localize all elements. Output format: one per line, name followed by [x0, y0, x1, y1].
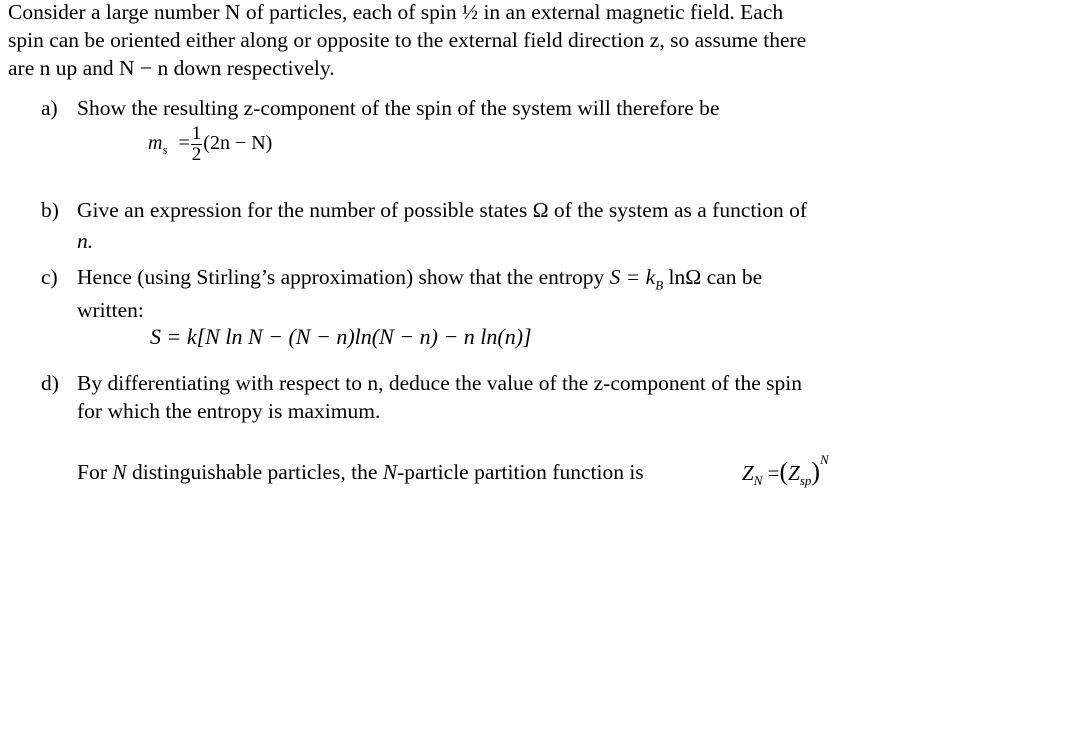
footer-text-pre: For — [77, 460, 113, 484]
eq-Z-equals: = — [762, 461, 780, 485]
eq-Z-inner-sub: sp — [799, 473, 812, 489]
footer-text-post: -particle partition function is — [397, 460, 644, 484]
part-c-text-pre: Hence (using Stirling’s approximation) show that the entropy — [77, 265, 610, 289]
part-c-entropy-sub: B — [655, 277, 664, 293]
footer-N-1: N — [112, 460, 127, 484]
intro-line-3: are n up and N − n down respectively. — [8, 56, 335, 80]
part-c-line-2: written: — [77, 298, 144, 322]
eq-ms-denominator: 2 — [191, 144, 202, 165]
eq-ms-equals: = — [178, 132, 190, 155]
footer-text-mid: distinguishable particles, the — [126, 460, 383, 484]
equation-ms — [148, 124, 272, 165]
intro-line-1: Consider a large number N of particles, each of spin ½ in an external magnetic field. Each — [8, 0, 784, 24]
part-d-line-2: for which the entropy is maximum. — [77, 399, 381, 423]
part-c-entropy-eq: S = k — [609, 265, 656, 289]
part-c-text-post: can be — [701, 265, 763, 289]
intro-line-2: spin can be oriented either along or opposite to the external field direction z, so assume there — [8, 28, 807, 52]
eq-Z: Z — [742, 461, 754, 485]
eq-ms-rhs: (2n − N) — [203, 132, 273, 155]
eq-Z-power: N — [820, 452, 829, 467]
footer-N-2: N — [382, 460, 398, 484]
intro-paragraph — [8, 0, 908, 82]
partition-function-text — [77, 458, 644, 486]
part-b-line-2: n. — [77, 229, 94, 253]
eq-close-paren: ) — [811, 457, 821, 486]
part-a-letter: a) — [41, 96, 58, 120]
part-d-letter: d) — [41, 371, 59, 395]
part-c-line-1 — [77, 263, 907, 291]
part-c-entropy-log: lnΩ — [663, 265, 702, 289]
part-c-letter: c) — [41, 265, 58, 289]
eq-ms-sub: s — [162, 142, 168, 158]
eq-ms-numerator: 1 — [191, 123, 202, 144]
part-b-line-1: Give an expression for the number of possible states Ω of the system as a function of — [77, 198, 808, 222]
eq-ms-fraction — [191, 124, 203, 165]
eq-open-paren: ( — [779, 457, 789, 486]
part-b-letter: b) — [41, 198, 59, 222]
equation-entropy: S = k[N ln N − (N − n)ln(N − n) − n ln(n)] — [150, 324, 532, 349]
part-d-line-1: By differentiating with respect to n, deduce the value of the z-component of the spin — [77, 371, 803, 395]
part-a-text: Show the resulting z-component of the spin of the system will therefore be — [77, 96, 720, 120]
eq-Z-inner: Z — [788, 461, 800, 485]
eq-Z-sub: N — [753, 473, 763, 489]
partition-function-equation — [742, 452, 829, 489]
eq-ms-lhs: m — [148, 132, 163, 155]
